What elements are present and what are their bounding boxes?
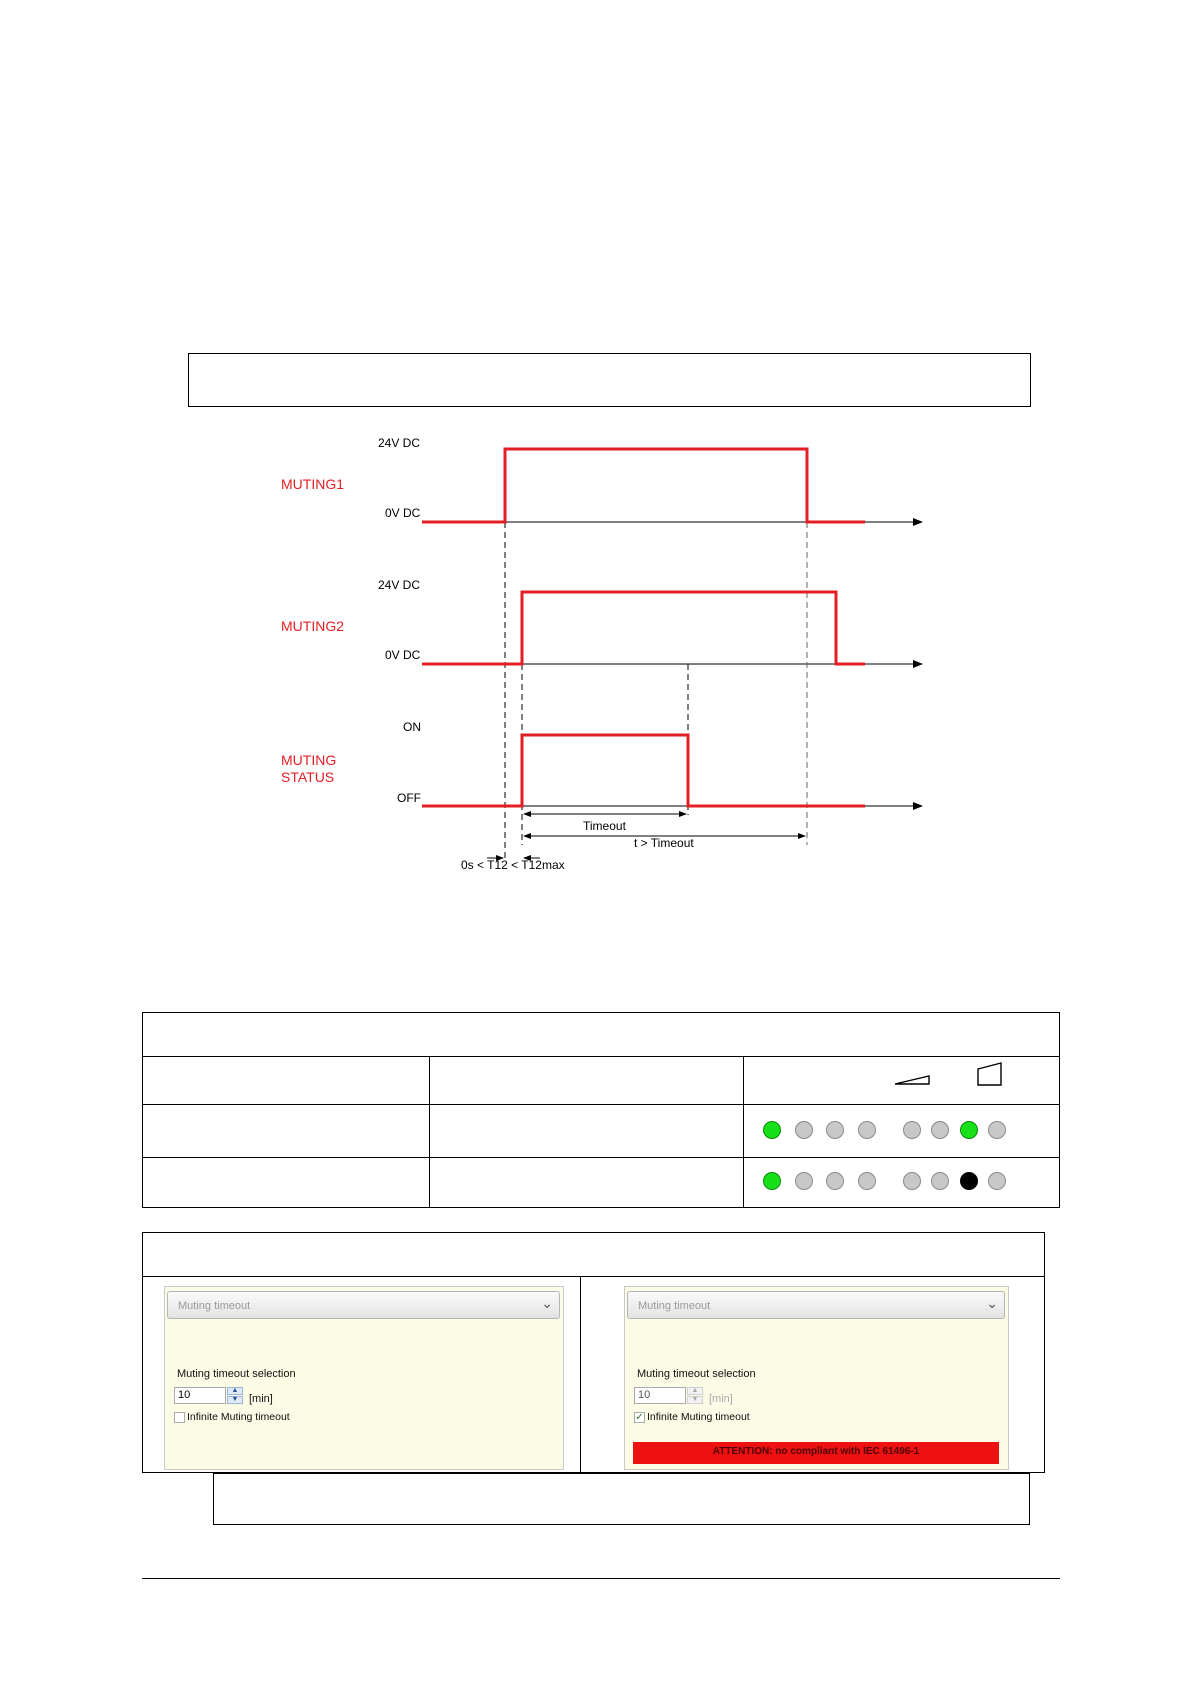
stepper-down-icon[interactable]: ▼ xyxy=(227,1396,243,1404)
trapezoid-icon xyxy=(975,1061,1005,1087)
led-table-rule-3 xyxy=(142,1157,1060,1158)
infinite-timeout-label: Infinite Muting timeout xyxy=(647,1411,750,1423)
timeout-unit: [min] xyxy=(709,1393,733,1405)
muting-timeout-panel-left xyxy=(164,1286,564,1470)
timeout-value-input[interactable]: 10 xyxy=(634,1387,686,1404)
stepper-up-icon: ▲ xyxy=(687,1387,703,1395)
timeout-unit: [min] xyxy=(249,1393,273,1405)
led-indicator xyxy=(960,1121,978,1139)
led-indicator xyxy=(795,1172,813,1190)
led-table xyxy=(142,1012,1060,1208)
level-high-muting1: 24V DC xyxy=(378,436,421,450)
config-table-rule xyxy=(142,1276,1045,1277)
muting-timeout-panel-right xyxy=(624,1286,1009,1470)
level-low-muting1: 0V DC xyxy=(385,506,421,520)
led-indicator xyxy=(858,1172,876,1190)
infinite-timeout-checkbox[interactable] xyxy=(174,1412,185,1423)
led-indicator xyxy=(826,1121,844,1139)
led-indicator xyxy=(988,1172,1006,1190)
signal-name-muting2: MUTING2 xyxy=(281,618,344,634)
stepper-up-icon[interactable]: ▲ xyxy=(227,1387,243,1395)
timeout-stepper xyxy=(687,1387,703,1404)
ramp-icon xyxy=(893,1068,931,1088)
led-table-rule-2 xyxy=(142,1104,1060,1105)
led-indicator xyxy=(960,1172,978,1190)
signal-name-muting-status-1: MUTING xyxy=(281,752,337,768)
screenshot-caption-box xyxy=(213,1473,1030,1525)
led-table-col-2 xyxy=(743,1056,744,1208)
level-low-status: OFF xyxy=(397,791,421,805)
timeout-selection-label: Muting timeout selection xyxy=(177,1368,296,1380)
timeout-stepper[interactable] xyxy=(227,1387,243,1404)
led-indicator xyxy=(763,1172,781,1190)
led-indicator xyxy=(795,1121,813,1139)
footer-rule xyxy=(142,1578,1060,1579)
level-high-muting2: 24V DC xyxy=(378,578,421,592)
led-table-rule-1 xyxy=(142,1056,1060,1057)
led-indicator xyxy=(931,1121,949,1139)
infinite-timeout-checkbox[interactable]: ✓ xyxy=(635,1412,644,1423)
signal-name-muting1: MUTING1 xyxy=(281,476,344,492)
dropdown-value: Muting timeout xyxy=(638,1300,711,1312)
chevron-down-icon: ⌄ xyxy=(986,1295,998,1311)
stepper-down-icon: ▼ xyxy=(687,1396,703,1404)
timeout-value-input[interactable]: 10 xyxy=(174,1387,226,1404)
iec-warning-banner: ATTENTION: no compliant with IEC 61496-1 xyxy=(633,1442,999,1464)
led-indicator xyxy=(826,1172,844,1190)
signal-waveform-muting2 xyxy=(422,592,865,664)
infinite-timeout-label: Infinite Muting timeout xyxy=(187,1411,290,1423)
led-indicator xyxy=(903,1121,921,1139)
timeout-selection-label: Muting timeout selection xyxy=(637,1368,756,1380)
led-indicator xyxy=(903,1172,921,1190)
led-indicator xyxy=(931,1172,949,1190)
led-indicator xyxy=(988,1121,1006,1139)
led-indicator xyxy=(763,1121,781,1139)
muting-timeout-dropdown[interactable] xyxy=(627,1291,1005,1319)
led-table-col-1 xyxy=(429,1056,430,1208)
signal-name-muting-status-2: STATUS xyxy=(281,769,335,785)
config-table-col xyxy=(580,1276,581,1473)
level-high-status: ON xyxy=(403,720,421,734)
muting-timeout-dropdown[interactable] xyxy=(167,1291,560,1319)
signal-waveform-muting1 xyxy=(422,449,865,522)
led-indicator xyxy=(858,1121,876,1139)
t-gt-timeout-label: t > Timeout xyxy=(634,836,694,850)
dropdown-value: Muting timeout xyxy=(178,1300,251,1312)
chevron-down-icon: ⌄ xyxy=(541,1295,553,1311)
level-low-muting2: 0V DC xyxy=(385,648,421,662)
t12-label: 0s < T12 < T12max xyxy=(461,858,565,872)
timeout-label: Timeout xyxy=(583,819,626,833)
signal-waveform-status xyxy=(422,735,865,806)
